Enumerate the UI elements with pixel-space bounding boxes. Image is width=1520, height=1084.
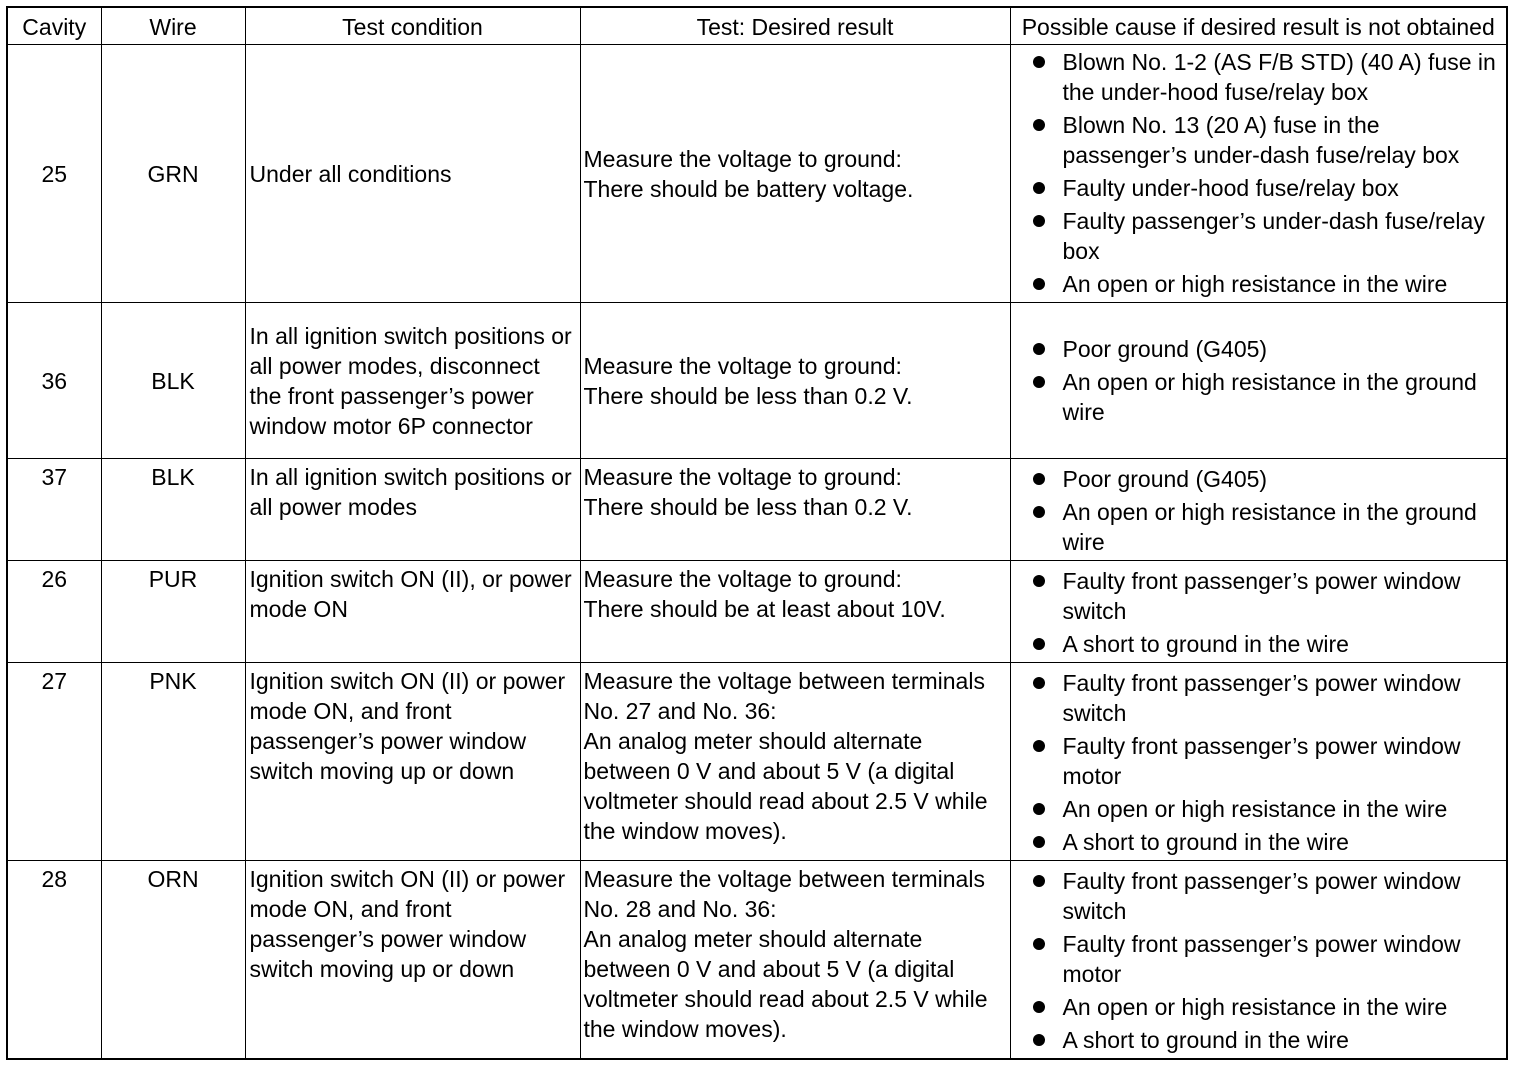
cause-item <box>1033 47 1503 107</box>
cause-text: An open or high resistance in the ground wire <box>1062 499 1477 555</box>
possible-cause-cell <box>1010 303 1507 459</box>
test-condition-cell: In all ignition switch positions or all power modes <box>245 459 580 561</box>
wire-cell: PNK <box>101 663 245 861</box>
header-wire: Wire <box>101 7 245 45</box>
desired-result-cell: Measure the voltage to ground: There should be less than 0.2 V. <box>580 303 1010 459</box>
terminal-test-table <box>6 6 1508 1060</box>
test-condition-cell: Ignition switch ON (II) or power mode ON, and front passenger’s power window switch moving up or down <box>245 861 580 1060</box>
header-possible-cause: Possible cause if desired result is not obtained <box>1010 7 1507 45</box>
cause-text: Faulty passenger’s under-dash fuse/relay box <box>1062 208 1485 264</box>
bullet-icon <box>1033 343 1045 355</box>
table-row-cavity-28 <box>7 861 1507 1060</box>
header-desired-result: Test: Desired result <box>580 7 1010 45</box>
bullet-icon <box>1033 473 1045 485</box>
bullet-icon <box>1033 215 1045 227</box>
cause-item <box>1033 110 1503 170</box>
bullet-icon <box>1033 803 1045 815</box>
cause-text: Faulty front passenger’s power window switch <box>1062 568 1461 624</box>
cause-text: Faulty front passenger’s power window motor <box>1062 931 1461 987</box>
cause-text: Poor ground (G405) <box>1062 466 1268 492</box>
possible-cause-cell <box>1010 663 1507 861</box>
cause-text: An open or high resistance in the ground wire <box>1062 368 1477 425</box>
desired-result-cell: Measure the voltage between terminals No. 27 and No. 36: An analog meter should alternate between 0 V and about 5 V (a digital voltmeter should read about 2.5 V while the window moves). <box>580 663 1010 861</box>
table-row-cavity-27 <box>7 663 1507 861</box>
desired-result-cell: Measure the voltage to ground: There should be less than 0.2 V. <box>580 459 1010 561</box>
cause-item <box>1033 269 1503 299</box>
table-row-cavity-26 <box>7 561 1507 663</box>
cause-item <box>1033 566 1503 626</box>
cavity-cell: 37 <box>7 459 101 561</box>
cause-text: An open or high resistance in the wire <box>1062 994 1448 1020</box>
cause-text: Blown No. 13 (20 A) fuse in the passenger’s under-dash fuse/relay box <box>1062 112 1460 168</box>
cause-list <box>1033 464 1503 557</box>
cause-list <box>1033 866 1503 1055</box>
possible-cause-cell <box>1010 561 1507 663</box>
test-condition-cell: Ignition switch ON (II) or power mode ON, and front passenger’s power window switch moving up or down <box>245 663 580 861</box>
cause-text: Poor ground (G405) <box>1062 335 1268 362</box>
cause-item <box>1033 367 1503 427</box>
header-row <box>7 7 1507 45</box>
bullet-icon <box>1033 677 1045 689</box>
cause-list <box>1033 668 1503 857</box>
header-cavity: Cavity <box>7 7 101 45</box>
wire-cell: ORN <box>101 861 245 1060</box>
cause-item <box>1033 827 1503 857</box>
cause-item <box>1033 992 1503 1022</box>
possible-cause-cell <box>1010 459 1507 561</box>
cavity-cell: 36 <box>7 303 101 459</box>
table-row-cavity-37 <box>7 459 1507 561</box>
cause-text: Faulty front passenger’s power window motor <box>1062 733 1461 789</box>
desired-result-cell: Measure the voltage to ground: There should be at least about 10V. <box>580 561 1010 663</box>
cause-item <box>1033 794 1503 824</box>
possible-cause-cell <box>1010 861 1507 1060</box>
cause-text: Blown No. 1-2 (AS F/B STD) (40 A) fuse in the under-hood fuse/relay box <box>1062 49 1496 105</box>
cause-text: An open or high resistance in the wire <box>1062 271 1448 297</box>
cause-text: Faulty front passenger’s power window switch <box>1062 670 1461 726</box>
header-test-condition: Test condition <box>245 7 580 45</box>
bullet-icon <box>1033 875 1045 887</box>
wire-cell: GRN <box>101 45 245 303</box>
wire-cell: BLK <box>101 303 245 459</box>
cause-item <box>1033 334 1503 364</box>
bullet-icon <box>1033 506 1045 518</box>
bullet-icon <box>1033 119 1045 131</box>
cause-item <box>1033 1025 1503 1055</box>
cause-item <box>1033 497 1503 557</box>
cause-list <box>1033 334 1503 427</box>
bullet-icon <box>1033 740 1045 752</box>
bullet-icon <box>1033 1001 1045 1013</box>
test-condition-cell: In all ignition switch positions or all power modes, disconnect the front passenger’s power window motor 6P connector <box>245 303 580 459</box>
cause-text: A short to ground in the wire <box>1062 829 1349 855</box>
cause-list <box>1033 47 1503 299</box>
bullet-icon <box>1033 836 1045 848</box>
cause-list <box>1033 566 1503 659</box>
bullet-icon <box>1033 638 1045 650</box>
desired-result-cell: Measure the voltage between terminals No. 28 and No. 36: An analog meter should alternate between 0 V and about 5 V (a digital voltmeter should read about 2.5 V while the window moves). <box>580 861 1010 1060</box>
test-condition-cell: Ignition switch ON (II), or power mode ON <box>245 561 580 663</box>
cause-item <box>1033 464 1503 494</box>
test-condition-cell: Under all conditions <box>245 45 580 303</box>
possible-cause-cell <box>1010 45 1507 303</box>
cause-item <box>1033 629 1503 659</box>
cause-text: Faulty under-hood fuse/relay box <box>1062 175 1399 201</box>
test-table-container <box>6 6 1508 1060</box>
cavity-cell: 26 <box>7 561 101 663</box>
cause-item <box>1033 731 1503 791</box>
bullet-icon <box>1033 575 1045 587</box>
bullet-icon <box>1033 278 1045 290</box>
cause-text: An open or high resistance in the wire <box>1062 796 1448 822</box>
cause-item <box>1033 866 1503 926</box>
cavity-cell: 27 <box>7 663 101 861</box>
cause-text: A short to ground in the wire <box>1062 1027 1349 1053</box>
cavity-cell: 25 <box>7 45 101 303</box>
table-row-cavity-25 <box>7 45 1507 303</box>
wire-cell: BLK <box>101 459 245 561</box>
bullet-icon <box>1033 56 1045 68</box>
cause-text: A short to ground in the wire <box>1062 631 1349 657</box>
cause-item <box>1033 173 1503 203</box>
cavity-cell: 28 <box>7 861 101 1060</box>
cause-item <box>1033 206 1503 266</box>
bullet-icon <box>1033 938 1045 950</box>
cause-text: Faulty front passenger’s power window switch <box>1062 868 1461 924</box>
wire-cell: PUR <box>101 561 245 663</box>
bullet-icon <box>1033 182 1045 194</box>
table-row-cavity-36 <box>7 303 1507 459</box>
cause-item <box>1033 668 1503 728</box>
cause-item <box>1033 929 1503 989</box>
desired-result-cell: Measure the voltage to ground: There should be battery voltage. <box>580 45 1010 303</box>
bullet-icon <box>1033 1034 1045 1046</box>
bullet-icon <box>1033 376 1045 388</box>
